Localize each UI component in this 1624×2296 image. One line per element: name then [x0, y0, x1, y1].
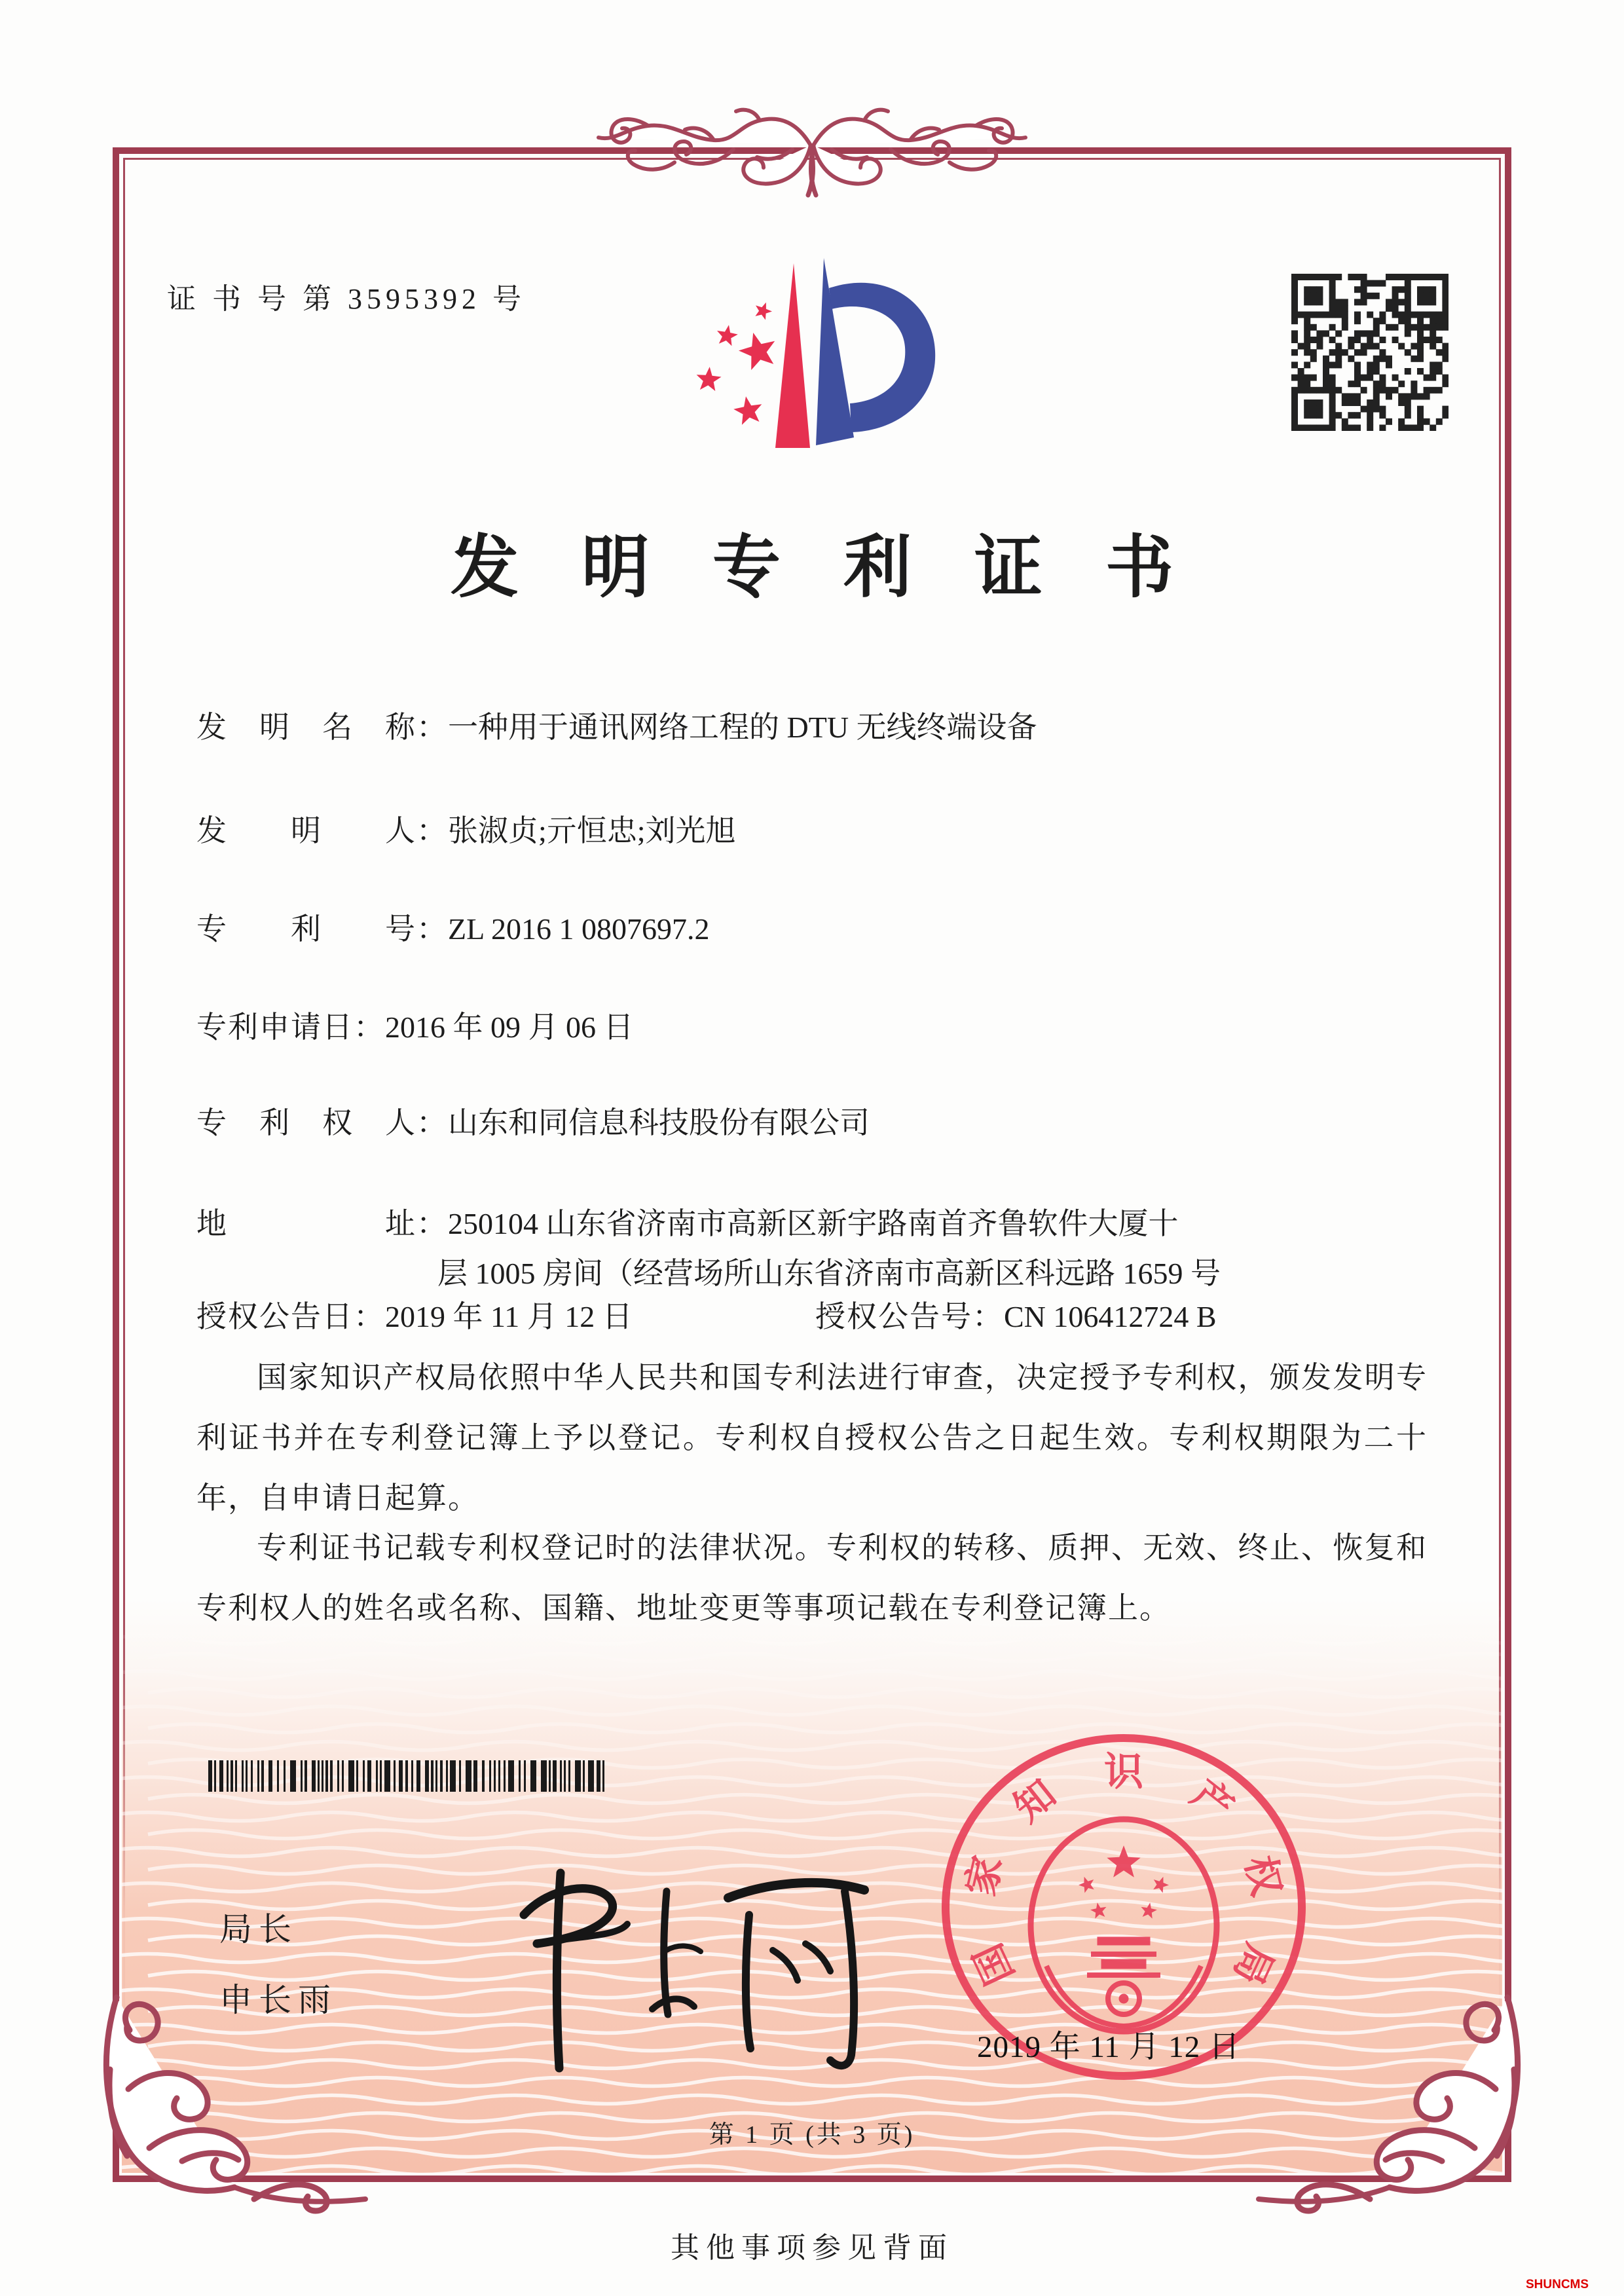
field-label: 授权公告号： — [815, 1300, 1004, 1333]
field-label: 发 明 名 称： — [196, 711, 448, 744]
director-name: 申长雨 — [219, 1982, 337, 2018]
back-note: 其他事项参见背面 — [671, 2232, 953, 2264]
field-label: 专利申请日： — [196, 1010, 385, 1044]
field-value: ZL 2016 1 0807697.2 — [448, 912, 710, 946]
svg-text:知: 知 — [1006, 1771, 1064, 1830]
body-paragraph-2: 专利证书记载专利权登记时的法律状况。专利权的转移、质押、无效、终止、恢复和专利权人的姓名或名称、国籍、地址变更等事项记载在专利登记簿上。 — [196, 1531, 1428, 1625]
qr-code — [1291, 274, 1449, 431]
field-row-inventors — [196, 812, 736, 850]
director-title: 局长 — [219, 1911, 298, 1948]
field-label: 发 明 人： — [196, 814, 448, 847]
corner-ornament-left — [90, 1991, 372, 2220]
field-value: 2016 年 09 月 06 日 — [385, 1010, 634, 1044]
body-paragraph-1: 国家知识产权局依照中华人民共和国专利法进行审查，决定授予专利权，颁发发明专利证书并在专利登记簿上予以登记。专利权自授权公告之日起生效。专利权期限为二十年，自申请日起算。 — [196, 1361, 1428, 1515]
field-row-patent-number — [196, 910, 710, 948]
field-row-grant-date — [196, 1298, 1217, 1336]
field-value: CN 106412724 B — [1004, 1300, 1217, 1333]
svg-text:产: 产 — [1183, 1771, 1242, 1830]
field-label: 授权公告日： — [196, 1300, 385, 1333]
field-value: 山东和同信息科技股份有限公司 — [448, 1106, 870, 1139]
dragon-ornament — [583, 103, 1041, 198]
field-label: 专 利 号： — [196, 912, 448, 946]
field-label: 专 利 权 人： — [196, 1106, 448, 1139]
address-line2: 层 1005 房间（经营场所山东省济南市高新区科远路 1659 号 — [437, 1257, 1221, 1290]
field-value: 一种用于通讯网络工程的 DTU 无线终端设备 — [448, 711, 1037, 744]
field-row-patentee — [196, 1104, 870, 1142]
svg-text:家: 家 — [959, 1851, 1010, 1900]
barcode — [208, 1760, 608, 1792]
field-row-address — [196, 1205, 1179, 1243]
field-value: 张淑贞;亓恒忠;刘光旭 — [448, 814, 736, 847]
field-label: 地 址： — [196, 1207, 448, 1240]
signature — [498, 1852, 904, 2088]
field-value: 2019 年 11 月 12 日 — [385, 1300, 633, 1333]
page-title: 发明专利证书 — [450, 530, 1236, 606]
svg-text:权: 权 — [1237, 1851, 1289, 1900]
certificate-number: 证 书 号 第 3595392 号 — [167, 283, 526, 315]
field-value: 250104 山东省济南市高新区新宇路南首齐鲁软件大厦十 — [448, 1207, 1179, 1240]
field-row-filing-date — [196, 1009, 634, 1046]
svg-text:局: 局 — [1225, 1937, 1282, 1991]
watermark: SHUNCMS — [1526, 2278, 1589, 2291]
svg-text:识: 识 — [1104, 1750, 1143, 1794]
cnipa-logo-icon — [648, 254, 943, 457]
field-row-invention-name — [196, 709, 1037, 747]
svg-text:国: 国 — [966, 1937, 1022, 1991]
page-number: 第 1 页 (共 3 页) — [709, 2121, 915, 2149]
corner-ornament-right — [1252, 1991, 1534, 2220]
seal-date: 2019 年 11 月 12 日 — [977, 2030, 1241, 2064]
field-gazette-number — [815, 1298, 1217, 1336]
